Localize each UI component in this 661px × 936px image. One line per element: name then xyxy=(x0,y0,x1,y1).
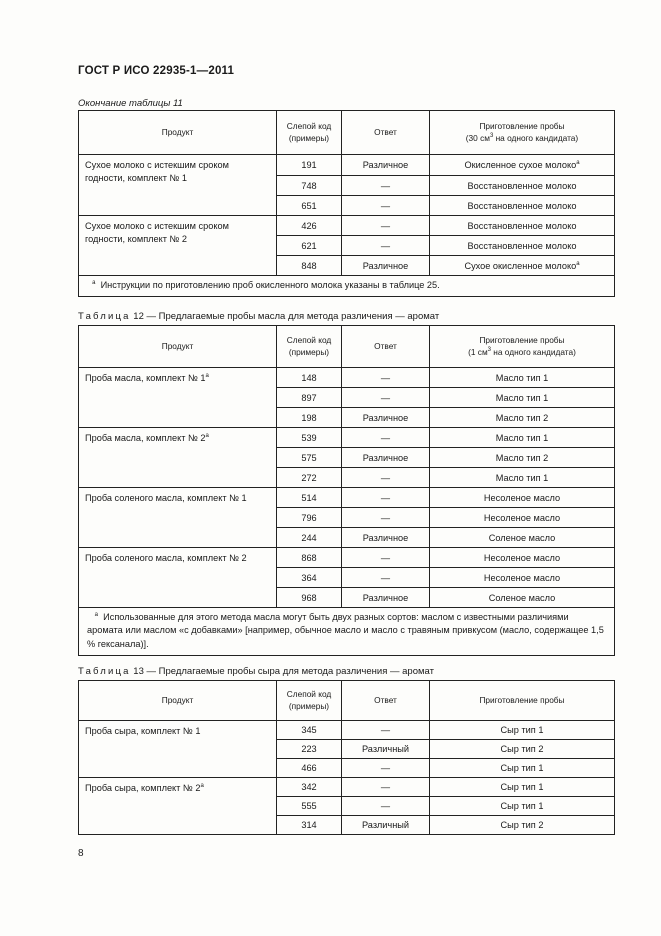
answer-cell: — xyxy=(342,568,430,588)
prep-cell: Несоленое масло xyxy=(430,508,615,528)
code-cell: 191 xyxy=(277,155,342,176)
prep-cell: Масло тип 1 xyxy=(430,428,615,448)
code-cell: 314 xyxy=(277,816,342,835)
table-row xyxy=(79,216,615,236)
code-cell: 514 xyxy=(277,488,342,508)
table12-caption: Таблица 12 — Предлагаемые пробы масла для метода различения — аромат xyxy=(78,311,440,322)
code-cell: 848 xyxy=(277,256,342,276)
col-header-prep: Приготовление пробы xyxy=(430,681,615,721)
table-header-row xyxy=(79,681,615,721)
product-cell: Сухое молоко с истекшим сроком годности, комплект № 1 xyxy=(79,155,277,216)
prep-cell: Масло тип 2 xyxy=(430,408,615,428)
product-cell: Проба масла, комплект № 2$^a$ xyxy=(79,428,277,488)
answer-cell: Различное xyxy=(342,528,430,548)
prep-cell: Восстановленное молоко xyxy=(430,216,615,236)
answer-cell: Различное xyxy=(342,155,430,176)
answer-cell: — xyxy=(342,236,430,256)
answer-cell: — xyxy=(342,388,430,408)
code-cell: 539 xyxy=(277,428,342,448)
prep-cell: Масло тип 1 xyxy=(430,368,615,388)
table13-caption: Таблица 13 — Предлагаемые пробы сыра для метода различения — аромат xyxy=(78,666,434,677)
answer-cell: — xyxy=(342,428,430,448)
table11-caption: Окончание таблицы 11 xyxy=(78,98,183,109)
table-12 xyxy=(78,325,615,656)
prep-cell: Восстановленное молоко xyxy=(430,176,615,196)
document-header: ГОСТ Р ИСО 22935-1—2011 xyxy=(78,65,235,77)
answer-cell: Различный xyxy=(342,816,430,835)
answer-cell: Различное xyxy=(342,448,430,468)
answer-cell: — xyxy=(342,797,430,816)
table-row xyxy=(79,155,615,176)
prep-cell: Сухое окисленное молоко$^a$ xyxy=(430,256,615,276)
table-row xyxy=(79,488,615,508)
table12-footnote: $^a$ Использованные для этого метода масла могут быть двух разных сортов: маслом с известными различиями аромата или маслом «с добавками» [например, обычное масло и масло с травяным привкусом (масло, содержащее 1,5 % гексанала)]. xyxy=(79,608,615,656)
answer-cell: — xyxy=(342,548,430,568)
col-header-answer: Ответ xyxy=(342,681,430,721)
code-cell: 345 xyxy=(277,721,342,740)
col-header-code: Слепой код (примеры) xyxy=(277,681,342,721)
prep-cell: Сыр тип 2 xyxy=(430,816,615,835)
col-header-product: Продукт xyxy=(79,326,277,368)
product-cell: Проба масла, комплект № 1$^a$ xyxy=(79,368,277,428)
answer-cell: — xyxy=(342,216,430,236)
code-cell: 868 xyxy=(277,548,342,568)
answer-cell: — xyxy=(342,196,430,216)
code-cell: 968 xyxy=(277,588,342,608)
code-cell: 897 xyxy=(277,388,342,408)
col-header-code: Слепой код (примеры) xyxy=(277,111,342,155)
answer-cell: Различный xyxy=(342,740,430,759)
answer-cell: — xyxy=(342,488,430,508)
code-cell: 555 xyxy=(277,797,342,816)
prep-cell: Сыр тип 1 xyxy=(430,721,615,740)
col-header-answer: Ответ xyxy=(342,111,430,155)
product-cell: Проба соленого масла, комплект № 1 xyxy=(79,488,277,548)
table-header-row xyxy=(79,326,615,368)
prep-cell: Масло тип 1 xyxy=(430,388,615,408)
prep-cell: Восстановленное молоко xyxy=(430,196,615,216)
prep-cell: Окисленное сухое молоко$^a$ xyxy=(430,155,615,176)
table-row xyxy=(79,548,615,568)
code-cell: 575 xyxy=(277,448,342,468)
prep-cell: Сыр тип 1 xyxy=(430,759,615,778)
prep-cell: Восстановленное молоко xyxy=(430,236,615,256)
prep-cell: Сыр тип 1 xyxy=(430,797,615,816)
code-cell: 466 xyxy=(277,759,342,778)
answer-cell: — xyxy=(342,721,430,740)
table-row xyxy=(79,778,615,797)
table-11 xyxy=(78,110,615,297)
prep-cell: Сыр тип 2 xyxy=(430,740,615,759)
code-cell: 148 xyxy=(277,368,342,388)
answer-cell: — xyxy=(342,368,430,388)
code-cell: 342 xyxy=(277,778,342,797)
answer-cell: Различное xyxy=(342,408,430,428)
table11-footnote: $^a$ Инструкции по приготовлению проб окисленного молока указаны в таблице 25. xyxy=(79,276,615,297)
table-row xyxy=(79,721,615,740)
table-header-row xyxy=(79,111,615,155)
code-cell: 621 xyxy=(277,236,342,256)
prep-cell: Соленое масло xyxy=(430,528,615,548)
product-cell: Проба соленого масла, комплект № 2 xyxy=(79,548,277,608)
answer-cell: Различное xyxy=(342,588,430,608)
table-13 xyxy=(78,680,615,835)
footnote-row xyxy=(79,608,615,656)
code-cell: 223 xyxy=(277,740,342,759)
col-header-prep: Приготовление пробы (1 $см^3$ на одного кандидата) xyxy=(430,326,615,368)
prep-cell: Несоленое масло xyxy=(430,568,615,588)
code-cell: 272 xyxy=(277,468,342,488)
answer-cell: Различное xyxy=(342,256,430,276)
code-cell: 198 xyxy=(277,408,342,428)
col-header-product: Продукт xyxy=(79,111,277,155)
prep-cell: Масло тип 1 xyxy=(430,468,615,488)
col-header-answer: Ответ xyxy=(342,326,430,368)
code-cell: 651 xyxy=(277,196,342,216)
table-row xyxy=(79,368,615,388)
answer-cell: — xyxy=(342,468,430,488)
page-number: 8 xyxy=(78,848,84,859)
product-cell: Проба сыра, комплект № 1 xyxy=(79,721,277,778)
code-cell: 364 xyxy=(277,568,342,588)
answer-cell: — xyxy=(342,759,430,778)
prep-cell: Несоленое масло xyxy=(430,548,615,568)
answer-cell: — xyxy=(342,778,430,797)
prep-cell: Несоленое масло xyxy=(430,488,615,508)
code-cell: 796 xyxy=(277,508,342,528)
table-row xyxy=(79,428,615,448)
answer-cell: — xyxy=(342,508,430,528)
product-cell: Сухое молоко с истекшим сроком годности, комплект № 2 xyxy=(79,216,277,276)
footnote-row xyxy=(79,276,615,297)
code-cell: 748 xyxy=(277,176,342,196)
prep-cell: Соленое масло xyxy=(430,588,615,608)
code-cell: 244 xyxy=(277,528,342,548)
prep-cell: Сыр тип 1 xyxy=(430,778,615,797)
product-cell: Проба сыра, комплект № 2$^a$ xyxy=(79,778,277,835)
col-header-prep: Приготовление пробы (30 $см^3$ на одного кандидата) xyxy=(430,111,615,155)
answer-cell: — xyxy=(342,176,430,196)
col-header-code: Слепой код (примеры) xyxy=(277,326,342,368)
prep-cell: Масло тип 2 xyxy=(430,448,615,468)
code-cell: 426 xyxy=(277,216,342,236)
col-header-product: Продукт xyxy=(79,681,277,721)
